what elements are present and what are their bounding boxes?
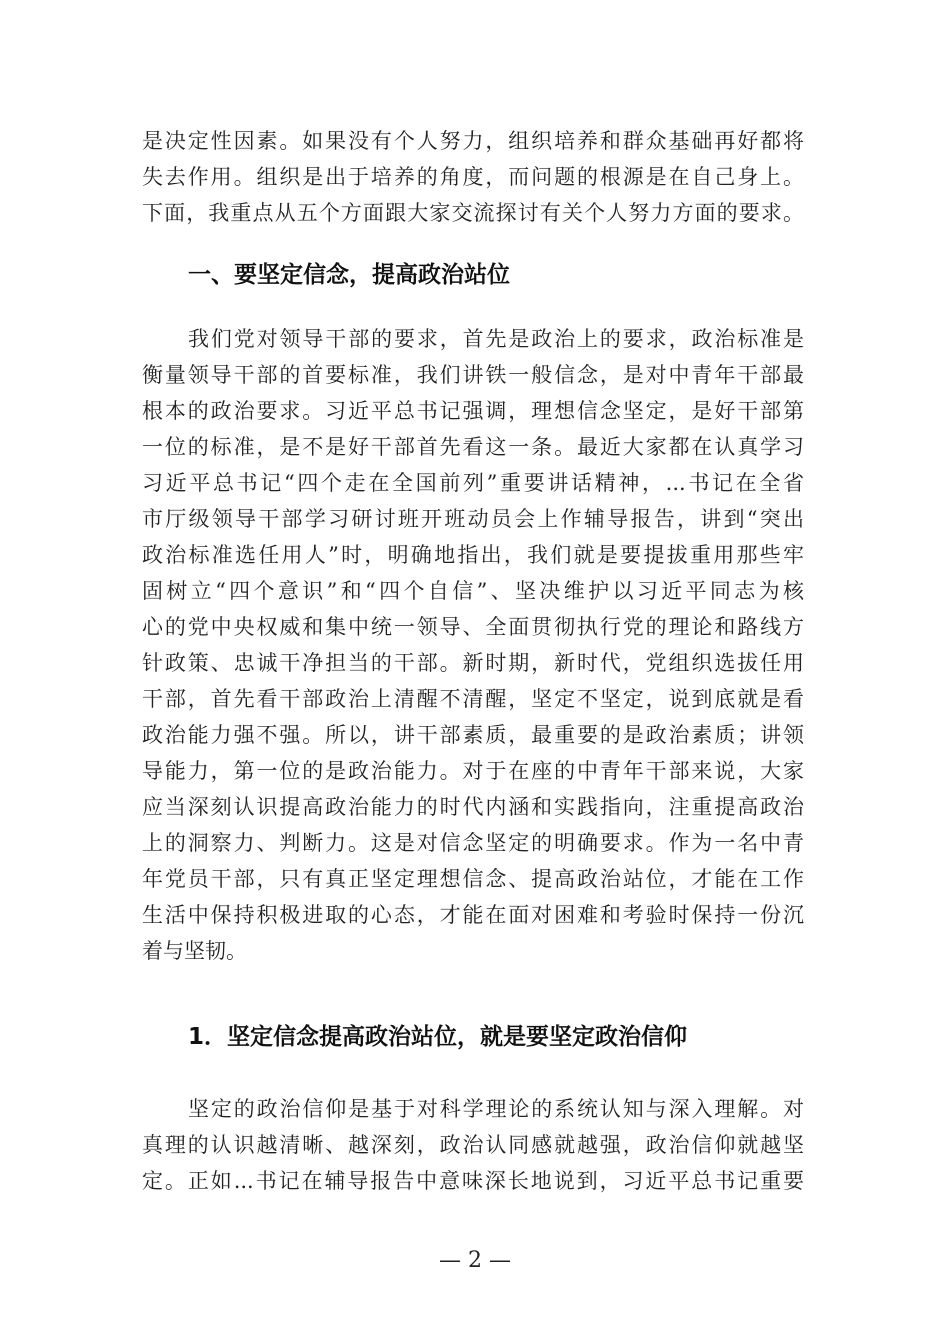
paragraph-line: 导能力，第一位的是政治能力。对于在座的中青年干部来说，大家	[142, 759, 804, 783]
paragraph-line: 生活中保持积极进取的心态，才能在面对困难和考验时保持一份沉	[142, 903, 804, 927]
paragraph-line: 年党员干部，只有真正坚定理想信念、提高政治站位，才能在工作	[142, 867, 804, 891]
section-heading	[0, 260, 950, 290]
paragraph-line: 真理的认识越清晰、越深刻，政治认同感就越强，政治信仰就越坚	[142, 1133, 804, 1157]
paragraph-line: 习近平总书记“四个走在全国前列”重要讲话精神，...书记在全省	[142, 471, 804, 495]
paragraph-line: 应当深刻认识提高政治能力的时代内涵和实践指向，注重提高政治	[142, 795, 804, 819]
intro-line: 下面，我重点从五个方面跟大家交流探讨有关个人努力方面的要求。	[142, 201, 804, 225]
paragraph-line: 根本的政治要求。习近平总书记强调，理想信念坚定，是好干部第	[142, 399, 804, 423]
paragraph-line: 衡量领导干部的首要标准，我们讲铁一般信念，是对中青年干部最	[142, 363, 804, 387]
paragraph-line: 固树立“四个意识”和“四个自信”、坚决维护以习近平同志为核	[142, 579, 804, 603]
paragraph-line: 着与坚韧。	[142, 939, 247, 963]
page-number: — 2 —	[439, 1248, 511, 1273]
paragraph-line: 政治标准选任用人”时，明确地指出，我们就是要提拔重用那些牢	[142, 543, 804, 567]
paragraph-line: 坚定的政治信仰是基于对科学理论的系统认知与深入理解。对	[188, 1097, 804, 1121]
paragraph-line: 政治能力强不强。所以，讲干部素质，最重要的是政治素质；讲领	[142, 723, 804, 747]
paragraph-line	[0, 162, 950, 192]
paragraph-line: 市厅级领导干部学习研讨班开班动员会上作辅导报告，讲到“突出	[142, 507, 804, 531]
paragraph-line: 一位的标准，是不是好干部首先看这一条。最近大家都在认真学习	[142, 435, 804, 459]
section-heading-text: 一、要坚定信念，提高政治站位	[188, 262, 510, 288]
paragraph-line	[0, 126, 950, 156]
subsection-heading-text: 1．坚定信念提高政治站位，就是要坚定政治信仰	[188, 1024, 688, 1050]
paragraph-line: 针政策、忠诚干净担当的干部。新时期，新时代，党组织选拔任用	[142, 651, 804, 675]
paragraph-line: 干部，首先看干部政治上清醒不清醒，坚定不坚定，说到底就是看	[142, 687, 804, 711]
intro-line: 是决定性因素。如果没有个人努力，组织培养和群众基础再好都将	[142, 129, 804, 153]
paragraph-line: 上的洞察力、判断力。这是对信念坚定的明确要求。作为一名中青	[142, 831, 804, 855]
intro-line: 失去作用。组织是出于培养的角度，而问题的根源是在自己身上。	[142, 165, 804, 189]
paragraph-line: 心的党中央权威和集中统一领导、全面贯彻执行党的理论和路线方	[142, 615, 804, 639]
paragraph-line	[0, 198, 950, 228]
paragraph-line: 我们党对领导干部的要求，首先是政治上的要求，政治标准是	[188, 327, 804, 351]
paragraph-line: 定。正如...书记在辅导报告中意味深长地说到，习近平总书记重要	[142, 1169, 804, 1193]
subsection-heading	[0, 1022, 950, 1052]
